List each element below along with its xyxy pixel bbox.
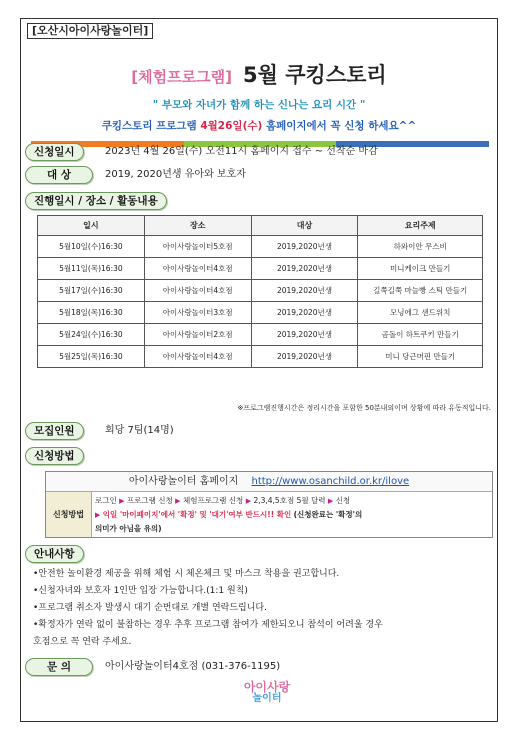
schedule-cell: 아이사랑놀이터3호점	[144, 302, 251, 324]
org-logo	[235, 681, 299, 704]
guide-item: •신청자녀와 보호자 1인만 입장 가능합니다.(1:1 원칙)	[33, 586, 248, 596]
schedule-cell: 미니 당근머핀 만들기	[358, 346, 483, 368]
schedule-cell: 2019,2020년생	[251, 346, 358, 368]
arrow-right-icon: ▶	[95, 511, 101, 519]
method-site-name: 아이사랑놀이터 홈페이지	[128, 476, 239, 487]
guide-item: •확정자가 연락 없이 불참하는 경우 추후 프로그램 참여가 제한되오니 참석이 어려울 경우	[33, 620, 383, 630]
method-step: 신청	[335, 496, 351, 505]
schedule-cell: 2019,2020년생	[251, 236, 358, 258]
title-prefix: [체험프로그램]	[131, 68, 232, 86]
contact-value: 아이사랑놀이터4호점 (031-376-1195)	[105, 661, 281, 672]
schedule-cell: 아이사랑놀이터4호점	[144, 258, 251, 280]
schedule-cell: 아이사랑놀이터4호점	[144, 346, 251, 368]
schedule-cell: 길쭉길쭉 마늘빵 스틱 만들기	[358, 280, 483, 302]
method-step: 2,3,4,5호점 5월 달력	[253, 496, 326, 505]
arrow-right-icon: ▶	[119, 497, 125, 505]
method-check-tail: 의미가 아님을 유의)	[95, 524, 162, 533]
schedule-header-topic: 요리주제	[358, 216, 483, 236]
schedule-header-target: 대상	[251, 216, 358, 236]
schedule-cell: 2019,2020년생	[251, 302, 358, 324]
schedule-note: ※프로그램진행시간은 정리시간을 포함한 50분내외이며 상황에 따라 유동적입니다.	[237, 404, 491, 412]
schedule-cell: 5월24일(수)16:30	[38, 324, 145, 346]
recruit-value: 회당 7팀(14명)	[105, 425, 174, 436]
table-row	[38, 346, 483, 368]
schedule-header-date: 일시	[38, 216, 145, 236]
arrow-right-icon: ▶	[327, 497, 334, 505]
method-check: 익일 '마이페이지'에서 '확정' 및 '대기'여부 반드시!! 확인	[102, 510, 292, 519]
org-label: [오산시아이사랑놀이터]	[27, 23, 153, 39]
guide-item: •프로그램 취소자 발생시 대기 순번대로 개별 연락드립니다.	[33, 603, 267, 613]
title-main: 5월 쿠킹스토리	[243, 63, 387, 87]
schedule-cell: 2019,2020년생	[251, 324, 358, 346]
guide-item: 호점으로 꼭 연락 주세요.	[33, 637, 132, 647]
schedule-cell: 5월25일(목)16:30	[38, 346, 145, 368]
schedule-cell: 하와이안 무스비	[358, 236, 483, 258]
method-step: 로그인	[95, 496, 117, 505]
method-box	[45, 471, 493, 538]
schedule-cell: 아이사랑놀이터2호점	[144, 324, 251, 346]
recruit-label: 모집인원	[25, 422, 84, 440]
table-row	[38, 236, 483, 258]
schedule-cell: 아이사랑놀이터5호점	[144, 236, 251, 258]
apply-date-value: 2023년 4월 26일(수) 오전11시 홈페이지 접수 ~ 선착순 마감	[105, 146, 378, 157]
schedule-cell: 5월11일(목)16:30	[38, 258, 145, 280]
page-title	[21, 59, 497, 89]
table-row	[38, 302, 483, 324]
schedule-cell: 2019,2020년생	[251, 280, 358, 302]
schedule-header-row	[38, 216, 483, 236]
method-step: 체험프로그램 신청	[182, 496, 244, 505]
guide-label: 안내사항	[25, 545, 84, 563]
schedule-cell: 곰돌이 하트쿠키 만들기	[358, 324, 483, 346]
schedule-cell: 5월10일(수)16:30	[38, 236, 145, 258]
method-site-row	[46, 472, 492, 492]
method-label: 신청방법	[25, 447, 84, 465]
schedule-cell: 2019,2020년생	[251, 258, 358, 280]
method-body	[46, 492, 492, 537]
notice	[21, 118, 497, 133]
contact-label: 문 의	[25, 658, 93, 676]
arrow-right-icon: ▶	[175, 497, 181, 505]
table-row	[38, 280, 483, 302]
notice-part1: 쿠킹스토리 프로그램	[101, 120, 201, 132]
schedule-label: 진행일시 / 장소 / 활동내용	[25, 192, 167, 210]
notice-part2: 홈페이지에서 꼭 신청 하세요^^	[262, 120, 417, 132]
logo-line1: 아이사랑	[243, 680, 291, 694]
subtitle: " 부모와 자녀가 함께 하는 신나는 요리 시간 "	[152, 99, 366, 111]
method-check-extra: (신청완료는 '확정'의	[293, 510, 363, 519]
target-label: 대 상	[25, 166, 93, 184]
schedule-table	[37, 215, 483, 368]
schedule-cell: 모닝에그 샌드위치	[358, 302, 483, 324]
flyer-frame	[20, 18, 498, 722]
target-value: 2019, 2020년생 유아와 보호자	[105, 169, 246, 180]
notice-date: 4월26일(수)	[200, 120, 263, 132]
arrow-right-icon: ▶	[245, 497, 252, 505]
schedule-cell: 아이사랑놀이터4호점	[144, 280, 251, 302]
schedule-cell: 미니케이크 만들기	[358, 258, 483, 280]
logo-line2: 놀이터	[252, 693, 282, 704]
table-row	[38, 258, 483, 280]
method-site-link[interactable]: http://www.osanchild.or.kr/ilove	[251, 476, 410, 487]
method-steps	[92, 492, 492, 537]
schedule-cell: 5월17일(수)16:30	[38, 280, 145, 302]
table-row	[38, 324, 483, 346]
guide-item: •안전한 놀이환경 제공을 위해 체험 시 체온체크 및 마스크 착용을 권고합니다.	[33, 569, 340, 579]
apply-date-label: 신청일시	[25, 143, 84, 161]
schedule-header-place: 장소	[144, 216, 251, 236]
method-row-label: 신청방법	[46, 492, 92, 537]
schedule-cell: 5월18일(목)16:30	[38, 302, 145, 324]
method-step: 프로그램 신청	[126, 496, 173, 505]
